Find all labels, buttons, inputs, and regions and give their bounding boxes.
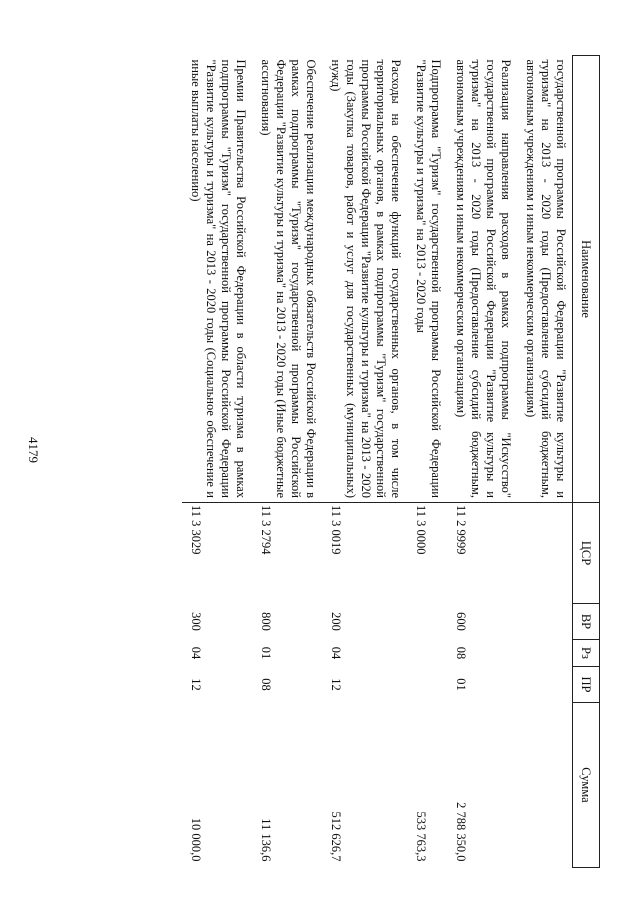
- row-name: Расходы на обеспечение функций государственных органов, в том числе территориальных органов, в рамках подпрограммы "Туризм" государственной программы Российской Федерации "Развитие культуры и туризма" на 2013 - 2020 годы (Закупка товаров, работ и услуг для государственных (муниципальных) нужд): [322, 56, 407, 503]
- row-rz: 04: [329, 646, 343, 660]
- row-name: государственной программы Российской Федерации "Развитие культуры и туризма" на 2013 - 2020 годы (Предоставление субсидий бюджетным, автономным учреждениям и иным некоммерческим организациям): [517, 56, 573, 503]
- header-name: Наименование: [573, 56, 600, 503]
- table-row: [322, 56, 407, 868]
- row-csr: 11 3 0000: [414, 505, 428, 555]
- header-sum: Сумма: [573, 703, 600, 868]
- row-rz: 01: [259, 646, 273, 660]
- row-sum: 512 626,7: [329, 811, 343, 862]
- header-pr: ПР: [573, 667, 600, 703]
- row-rz: 04: [189, 646, 203, 660]
- row-vr: [407, 604, 447, 640]
- header-rz: Рз: [573, 640, 600, 667]
- row-name: Премии Правительства Российской Федерации в области туризма в рамках подпрограммы "Туризм" государственной программы Российской Федерации "Развитие культуры и туризма" на 2013 - 2020 годы (Социальное обеспечение и иные выплаты населению): [182, 56, 252, 503]
- row-sum: 2 788 350,0: [454, 802, 468, 862]
- table-body: [182, 56, 573, 868]
- page-number: 4179: [26, 437, 41, 463]
- row-vr: 800: [259, 612, 273, 631]
- row-pr: [407, 667, 447, 703]
- row-vr: [517, 604, 573, 640]
- row-pr: 01: [454, 678, 468, 691]
- row-rz: 08: [454, 646, 468, 660]
- table-row: [407, 56, 447, 868]
- header-vr: ВР: [573, 604, 600, 640]
- table-header: [573, 56, 600, 868]
- rotated-page-content: [72, 55, 600, 867]
- row-vr: 200: [329, 612, 343, 631]
- row-pr: [517, 667, 573, 703]
- table-row: [447, 56, 517, 868]
- row-sum: 11 136,6: [259, 818, 273, 862]
- table-row: [182, 56, 252, 868]
- row-name: Обеспечение реализации международных обязательств Российской Федерации в рамках подпрограммы "Туризм" государственной программы Российской Федерации "Развитие культуры и туризма" на 2013 - 2020 годы (Иные бюджетные ассигнования): [252, 56, 322, 503]
- row-sum: 533 763,3: [414, 811, 428, 862]
- row-pr: 12: [329, 678, 343, 691]
- row-pr: 12: [189, 678, 203, 691]
- row-vr: 300: [189, 612, 203, 631]
- row-csr: 11 3 0019: [329, 505, 343, 555]
- row-csr: 11 2 9999: [454, 505, 468, 555]
- row-name: Реализация направления расходов в рамках подпрограммы "Искусство" государственной программы Российской Федерации "Развитие культуры и туризма" на 2013 - 2020 годы (Предоставление субсидий бюджетным, автономным учреждениям и иным некоммерческим организациям): [447, 56, 517, 503]
- row-pr: 08: [259, 678, 273, 691]
- row-csr: 11 3 2794: [259, 505, 273, 555]
- header-csr: ЦСР: [573, 503, 600, 604]
- row-csr: 11 3 3029: [189, 505, 203, 555]
- row-vr: 600: [454, 612, 468, 631]
- row-rz: [517, 640, 573, 667]
- budget-table: [182, 55, 600, 868]
- row-rz: [407, 640, 447, 667]
- row-csr: [517, 503, 573, 604]
- row-sum: 10 000,0: [189, 817, 203, 862]
- table-row: [517, 56, 573, 868]
- row-name: Подпрограмма "Туризм" государственной программы Российской Федерации "Развитие культуры и туризма" на 2013 - 2020 годы: [407, 56, 447, 503]
- table-row: [252, 56, 322, 868]
- row-sum: [517, 703, 573, 868]
